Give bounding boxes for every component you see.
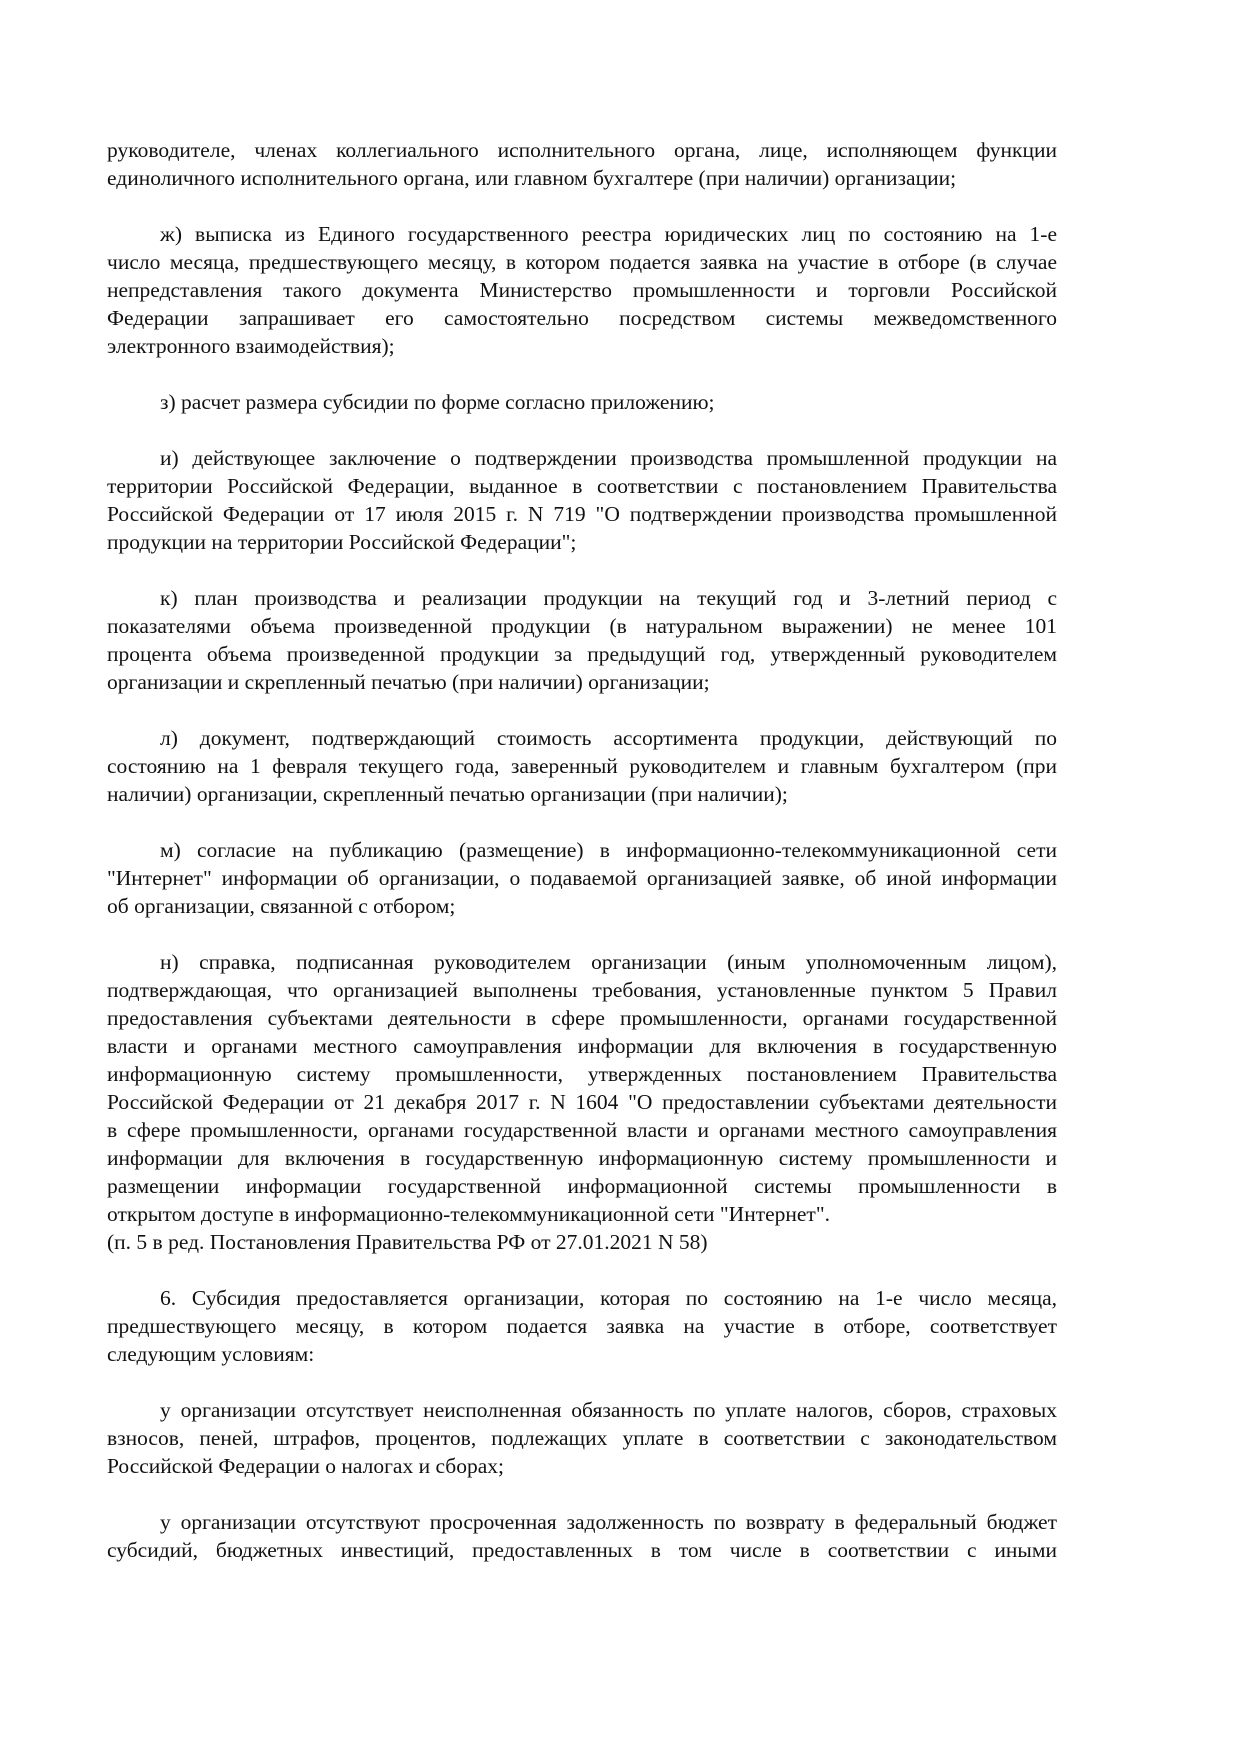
text-line: Федерации запрашивает его самостоятельно посредством системы межведомственного — [107, 306, 1057, 330]
paragraph-item-n — [107, 948, 1057, 1256]
paragraph-item-i — [107, 444, 1057, 556]
text-line: следующим условиям: — [107, 1342, 315, 1366]
paragraph-item-m — [107, 836, 1057, 920]
text-line: продукции на территории Российской Федерации"; — [107, 530, 577, 554]
text-line: территории Российской Федерации, выданное в соответствии с постановлением Правительства — [107, 474, 1057, 498]
text-line: состоянию на 1 февраля текущего года, заверенный руководителем и главным бухгалтером (при — [107, 754, 1057, 778]
paragraph-continuation-e — [107, 136, 1057, 192]
text-line: число месяца, предшествующего месяцу, в котором подается заявка на участие в отборе (в случае — [107, 250, 1057, 274]
text-line: руководителе, членах коллегиального исполнительного органа, лице, исполняющем функции — [107, 138, 1057, 162]
text-line: в сфере промышленности, органами государственной власти и органами местного самоуправления — [107, 1118, 1057, 1142]
paragraph-item-zh — [107, 220, 1057, 360]
paragraph-condition-2 — [107, 1508, 1057, 1564]
paragraph-item-6 — [107, 1284, 1057, 1368]
text-line: информационную систему промышленности, утвержденных постановлением Правительства — [107, 1062, 1057, 1086]
text-line: з) расчет размера субсидии по форме согласно приложению; — [160, 390, 715, 414]
text-line: наличии) организации, скрепленный печатью организации (при наличии); — [107, 782, 788, 806]
text-line: Российской Федерации от 17 июля 2015 г. N 719 "О подтверждении производства промышленной — [107, 502, 1057, 526]
text-line: Российской Федерации о налогах и сборах; — [107, 1454, 504, 1478]
document-page — [107, 136, 1057, 1564]
text-line: н) справка, подписанная руководителем организации (иным уполномоченным лицом), — [160, 950, 1057, 974]
text-line: показателями объема произведенной продукции (в натуральном выражении) не менее 101 — [107, 614, 1057, 638]
paragraph-item-k — [107, 584, 1057, 696]
text-line: м) согласие на публикацию (размещение) в информационно-телекоммуникационной сети — [160, 838, 1057, 862]
text-line: непредставления такого документа Министерство промышленности и торговли Российской — [107, 278, 1057, 302]
text-line: информации для включения в государственную информационную систему промышленности и — [107, 1146, 1057, 1170]
text-line: предшествующего месяцу, в котором подается заявка на участие в отборе, соответствует — [107, 1314, 1057, 1338]
text-line: ж) выписка из Единого государственного реестра юридических лиц по состоянию на 1-е — [160, 222, 1057, 246]
text-line: электронного взаимодействия); — [107, 334, 395, 358]
text-line: "Интернет" информации об организации, о подаваемой организацией заявке, об иной информации — [107, 866, 1057, 890]
text-line: власти и органами местного самоуправления информации для включения в государственную — [107, 1034, 1057, 1058]
amendment-note: (п. 5 в ред. Постановления Правительства РФ от 27.01.2021 N 58) — [107, 1230, 708, 1254]
paragraph-condition-1 — [107, 1396, 1057, 1480]
text-line: организации и скрепленный печатью (при наличии) организации; — [107, 670, 710, 694]
text-line: предоставления субъектами деятельности в сфере промышленности, органами государственной — [107, 1006, 1057, 1030]
text-line: взносов, пеней, штрафов, процентов, подлежащих уплате в соответствии с законодательством — [107, 1426, 1057, 1450]
text-line: об организации, связанной с отбором; — [107, 894, 456, 918]
text-line: у организации отсутствует неисполненная обязанность по уплате налогов, сборов, страховых — [160, 1398, 1057, 1422]
paragraph-item-z — [107, 388, 1057, 416]
text-line: 6. Субсидия предоставляется организации, которая по состоянию на 1-е число месяца, — [160, 1286, 1057, 1310]
text-line: единоличного исполнительного органа, или главном бухгалтере (при наличии) организации; — [107, 166, 957, 190]
text-line: субсидий, бюджетных инвестиций, предоставленных в том числе в соответствии с иными — [107, 1538, 1057, 1562]
text-line: размещении информации государственной информационной системы промышленности в — [107, 1174, 1057, 1198]
text-line: л) документ, подтверждающий стоимость ассортимента продукции, действующий по — [160, 726, 1057, 750]
text-line: к) план производства и реализации продукции на текущий год и 3-летний период с — [160, 586, 1057, 610]
text-line: подтверждающая, что организацией выполнены требования, установленные пунктом 5 Правил — [107, 978, 1057, 1002]
text-line: у организации отсутствуют просроченная задолженность по возврату в федеральный бюджет — [160, 1510, 1057, 1534]
text-line: Российской Федерации от 21 декабря 2017 г. N 1604 "О предоставлении субъектами деятельности — [107, 1090, 1057, 1114]
text-line: открытом доступе в информационно-телекоммуникационной сети "Интернет". — [107, 1202, 830, 1226]
text-line: процента объема произведенной продукции за предыдущий год, утвержденный руководителем — [107, 642, 1057, 666]
paragraph-item-l — [107, 724, 1057, 808]
text-line: и) действующее заключение о подтверждении производства промышленной продукции на — [160, 446, 1057, 470]
